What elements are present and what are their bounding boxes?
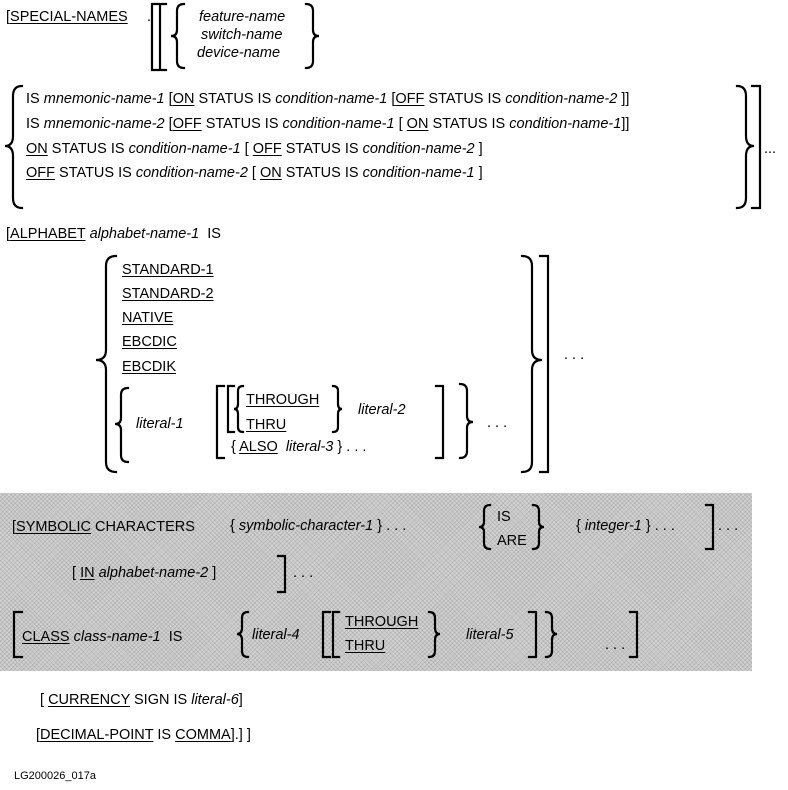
literal-4: literal-4: [252, 627, 300, 643]
symbolic-clause: [12, 520, 195, 535]
is-keyword: IS: [26, 91, 40, 107]
status-is: STATUS IS: [51, 141, 125, 157]
alphabet-right-bracket: [540, 256, 548, 472]
through-inner-left-brace: [234, 386, 243, 432]
is-keyword: IS: [26, 116, 40, 132]
open-bracket: [: [72, 565, 77, 581]
symbolic-keyword: SYMBOLIC: [16, 519, 91, 535]
alphabet-inner-ellipsis: . . .: [487, 415, 508, 431]
feature-name: feature-name: [199, 9, 286, 25]
on-keyword: ON: [172, 91, 195, 107]
special-names-left-bracket-inner: [160, 4, 166, 70]
condition-name: condition-name-2: [362, 141, 475, 157]
through-inner-left-bracket: [228, 386, 234, 432]
class-thru-keyword: THRU: [345, 638, 386, 654]
symbolic-are: ARE: [497, 533, 527, 549]
through-inner-right-brace: [333, 386, 342, 432]
close-bracket: ]: [478, 141, 483, 157]
status-is: STATUS IS: [285, 165, 359, 181]
through-outer-left-bracket: [217, 386, 224, 458]
thru-keyword: THRU: [246, 417, 287, 433]
close-brace-ellipsis: } . . .: [337, 439, 367, 455]
off-keyword: OFF: [252, 141, 282, 157]
alphabet-name-2: alphabet-name-2: [98, 565, 209, 581]
close-bracket: ]: [478, 165, 483, 181]
status-is: STATUS IS: [59, 165, 132, 181]
integer-1: integer-1: [584, 518, 642, 534]
status-right-bracket: [752, 86, 760, 208]
also-keyword: ALSO: [239, 439, 278, 455]
alphabet-option-standard-1: STANDARD-1: [122, 262, 214, 278]
symbolic-character-1: symbolic-character-1: [238, 518, 374, 534]
condition-name: condition-name-1: [128, 141, 241, 157]
through-outer-right-bracket: [436, 386, 443, 458]
switch-name: switch-name: [201, 27, 283, 43]
alphabet-right-brace: [522, 256, 542, 472]
close-brackets: ].] ]: [230, 727, 251, 743]
status-line-1: [26, 92, 629, 107]
status-is: STATUS IS: [285, 141, 359, 157]
literal-6: literal-6: [191, 692, 239, 708]
symbolic-character-group: [230, 519, 406, 534]
close-bracket: ]]: [621, 91, 630, 107]
status-is: STATUS IS: [432, 116, 506, 132]
is-keyword: IS: [168, 629, 183, 645]
alphabet-option-ebcdik: EBCDIK: [122, 359, 176, 375]
symbolic-tail-ellipsis: . . .: [718, 518, 739, 534]
names-left-brace: [171, 4, 184, 68]
status-is: STATUS IS: [205, 116, 279, 132]
literal-2: literal-2: [358, 402, 406, 418]
device-name: device-name: [197, 45, 281, 61]
close-brace: }: [645, 518, 651, 534]
open-bracket: [: [36, 727, 41, 743]
special-names-keyword: [SPECIAL-NAMES: [6, 9, 128, 25]
alphabet-outer-ellipsis: . . .: [564, 347, 585, 363]
open-brace: {: [576, 518, 581, 534]
condition-name: condition-name-1: [509, 116, 622, 132]
sign-is: SIGN IS: [134, 692, 188, 708]
class-ellipsis: . . .: [605, 637, 626, 653]
open-bracket: [: [40, 692, 45, 708]
also-clause: [231, 440, 366, 455]
open-bracket: [: [244, 141, 249, 157]
status-line-4: [26, 166, 483, 181]
mnemonic-name: mnemonic-name-1: [43, 91, 165, 107]
mnemonic-name: mnemonic-name-2: [43, 116, 165, 132]
on-keyword: ON: [26, 141, 48, 157]
off-keyword: OFF: [172, 116, 202, 132]
status-right-brace: [737, 86, 754, 208]
status-is: STATUS IS: [428, 91, 502, 107]
alphabet-left-brace: [96, 256, 116, 472]
figure-id: LG200026_017a: [14, 770, 96, 782]
symbolic-in-clause: [72, 566, 216, 581]
class-name-1: class-name-1: [73, 629, 161, 645]
open-brace: {: [230, 518, 235, 534]
in-keyword: IN: [80, 565, 95, 581]
is-keyword: IS: [207, 226, 221, 242]
through-keyword: THROUGH: [246, 392, 320, 408]
open-bracket: [: [6, 226, 11, 242]
off-keyword: OFF: [26, 165, 55, 181]
condition-name: condition-name-1: [362, 165, 475, 181]
symbolic-ellipsis: . . .: [386, 518, 407, 534]
condition-name: condition-name-1: [275, 91, 388, 107]
class-clause: [22, 630, 182, 645]
status-ellipsis: ...: [764, 141, 777, 157]
symbolic-is: IS: [497, 509, 511, 525]
literal-3: literal-3: [285, 439, 334, 455]
open-bracket: [: [168, 91, 173, 107]
close-brace: }: [377, 518, 383, 534]
alphabet-option-standard-2: STANDARD-2: [122, 286, 214, 302]
integer-group: [576, 519, 675, 534]
literal-5: literal-5: [466, 627, 514, 643]
status-is: STATUS IS: [198, 91, 272, 107]
status-line-3: [26, 142, 483, 157]
open-bracket: [: [391, 91, 396, 107]
status-left-brace: [5, 86, 22, 208]
open-bracket: [: [12, 519, 17, 535]
condition-name: condition-name-2: [135, 165, 248, 181]
literal-group-right-brace: [460, 384, 473, 458]
special-names-left-bracket-outer: [152, 4, 158, 70]
alphabet-name: alphabet-name-1: [89, 226, 200, 242]
condition-name: condition-name-1: [282, 116, 395, 132]
is-keyword: IS: [157, 727, 172, 743]
alphabet-option-ebcdic: EBCDIC: [122, 334, 177, 350]
open-bracket: [: [251, 165, 256, 181]
literal-1: literal-1: [136, 416, 184, 432]
literal-group-left-brace: [115, 388, 128, 462]
open-bracket: [: [398, 116, 403, 132]
off-keyword: OFF: [395, 91, 425, 107]
currency-clause: [40, 693, 243, 708]
close-bracket: ]: [212, 565, 217, 581]
decimal-point-keyword: DECIMAL-POINT: [40, 727, 154, 743]
class-through-keyword: THROUGH: [345, 614, 419, 630]
characters-keyword: CHARACTERS: [95, 519, 195, 535]
integer-ellipsis: . . .: [654, 518, 675, 534]
status-line-2: [26, 117, 629, 132]
close-bracket: ]: [238, 692, 243, 708]
currency-keyword: CURRENCY: [48, 692, 130, 708]
on-keyword: ON: [406, 116, 429, 132]
names-right-brace: [306, 4, 319, 68]
alphabet-keyword: ALPHABET: [10, 226, 86, 242]
on-keyword: ON: [259, 165, 282, 181]
class-keyword: CLASS: [22, 629, 70, 645]
decimal-point-clause: [36, 728, 251, 743]
special-names-keyword-text: SPECIAL-NAMES: [10, 9, 128, 25]
alphabet-clause: [6, 227, 221, 242]
symbolic-in-ellipsis: . . .: [293, 565, 314, 581]
condition-name: condition-name-2: [505, 91, 618, 107]
special-names-period: .: [147, 9, 152, 25]
open-bracket: [: [168, 116, 173, 132]
comma-keyword: COMMA: [175, 727, 231, 743]
close-bracket: ]]: [621, 116, 630, 132]
alphabet-option-native: NATIVE: [122, 310, 174, 326]
open-brace: {: [231, 439, 236, 455]
